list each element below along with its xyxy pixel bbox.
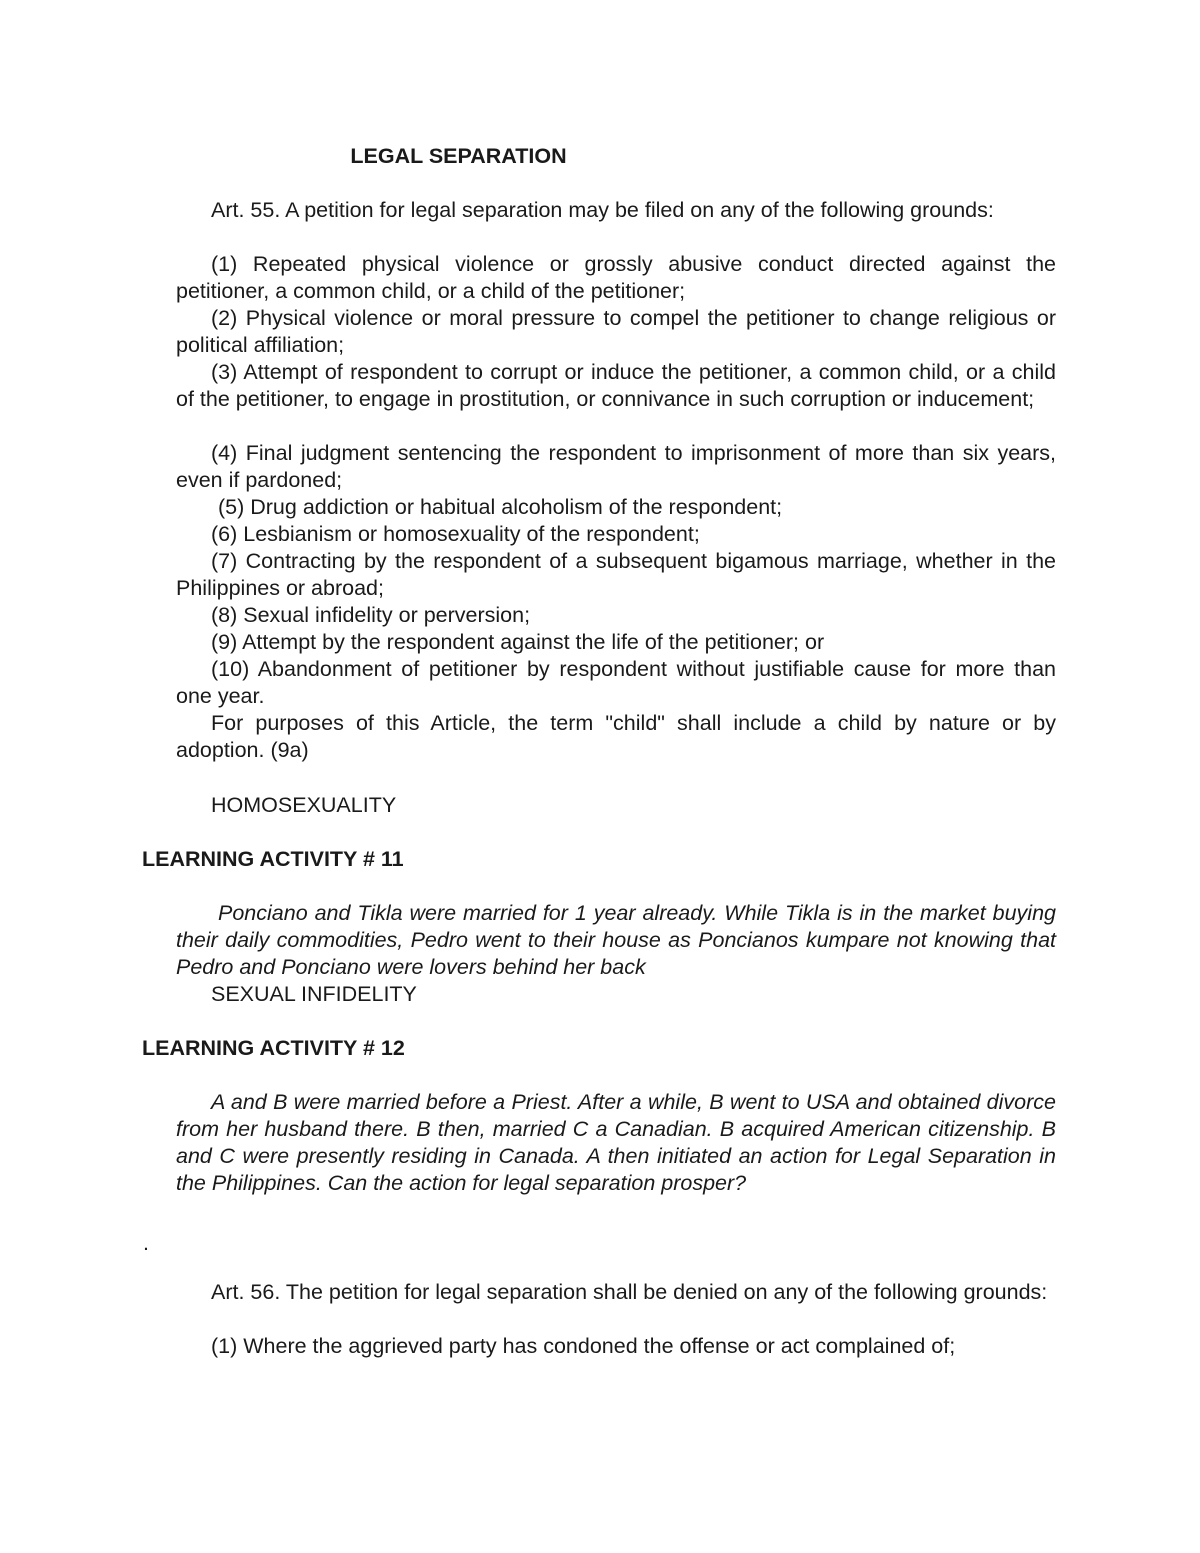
document-title: LEGAL SEPARATION xyxy=(350,144,567,168)
activity-12-scenario: A and B were married before a Priest. After a while, B went to USA and obtained divorce from her husband there. B then, married C a Canadian. B acquired American citizenship. B and C were presently residing in Canada. A then initiated an action for Legal Separation in the Philippines. Can the action for legal separation prosper? xyxy=(176,1090,1056,1195)
answer-homosexuality: HOMOSEXUALITY xyxy=(211,793,397,817)
activity-12-heading: LEARNING ACTIVITY # 12 xyxy=(142,1036,405,1060)
art56-ground-1: (1) Where the aggrieved party has condoned the offense or act complained of; xyxy=(211,1334,956,1358)
art55-ground-3: (3) Attempt of respondent to corrupt or induce the petitioner, a common child, or a child of the petitioner, to engage in prostitution, or connivance in such corruption or inducement; xyxy=(176,360,1056,411)
art56-intro: Art. 56. The petition for legal separation shall be denied on any of the following grounds: xyxy=(211,1280,1048,1304)
activity-11-heading: LEARNING ACTIVITY # 11 xyxy=(142,847,404,871)
activity-11-scenario: Ponciano and Tikla were married for 1 year already. While Tikla is in the market buying their daily commodities, Pedro went to their house as Poncianos kumpare not knowing that Pedro and Ponciano were lovers behind her back xyxy=(176,901,1056,979)
art55-ground-4: (4) Final judgment sentencing the respondent to imprisonment of more than six years, even if pardoned; xyxy=(176,441,1056,492)
art55-ground-9: (9) Attempt by the respondent against the life of the petitioner; or xyxy=(211,630,825,654)
art55-ground-6: (6) Lesbianism or homosexuality of the respondent; xyxy=(211,522,700,546)
art55-ground-1: (1) Repeated physical violence or grossly abusive conduct directed against the petitioner, a common child, or a child of the petitioner; xyxy=(176,252,1056,303)
art55-ground-2: (2) Physical violence or moral pressure to compel the petitioner to change religious or political affiliation; xyxy=(176,306,1056,357)
art55-child-note: For purposes of this Article, the term "child" shall include a child by nature or by adoption. (9a) xyxy=(176,711,1056,762)
art55-ground-5: (5) Drug addiction or habitual alcoholism of the respondent; xyxy=(218,495,783,519)
art55-intro: Art. 55. A petition for legal separation may be filed on any of the following grounds: xyxy=(211,198,994,222)
activity-11-answer: SEXUAL INFIDELITY xyxy=(211,982,417,1006)
art55-ground-7: (7) Contracting by the respondent of a subsequent bigamous marriage, whether in the Philippines or abroad; xyxy=(176,549,1056,600)
art55-ground-8: (8) Sexual infidelity or perversion; xyxy=(211,603,531,627)
art55-ground-10: (10) Abandonment of petitioner by respondent without justifiable cause for more than one year. xyxy=(176,657,1056,708)
stray-dot: . xyxy=(143,1231,149,1255)
